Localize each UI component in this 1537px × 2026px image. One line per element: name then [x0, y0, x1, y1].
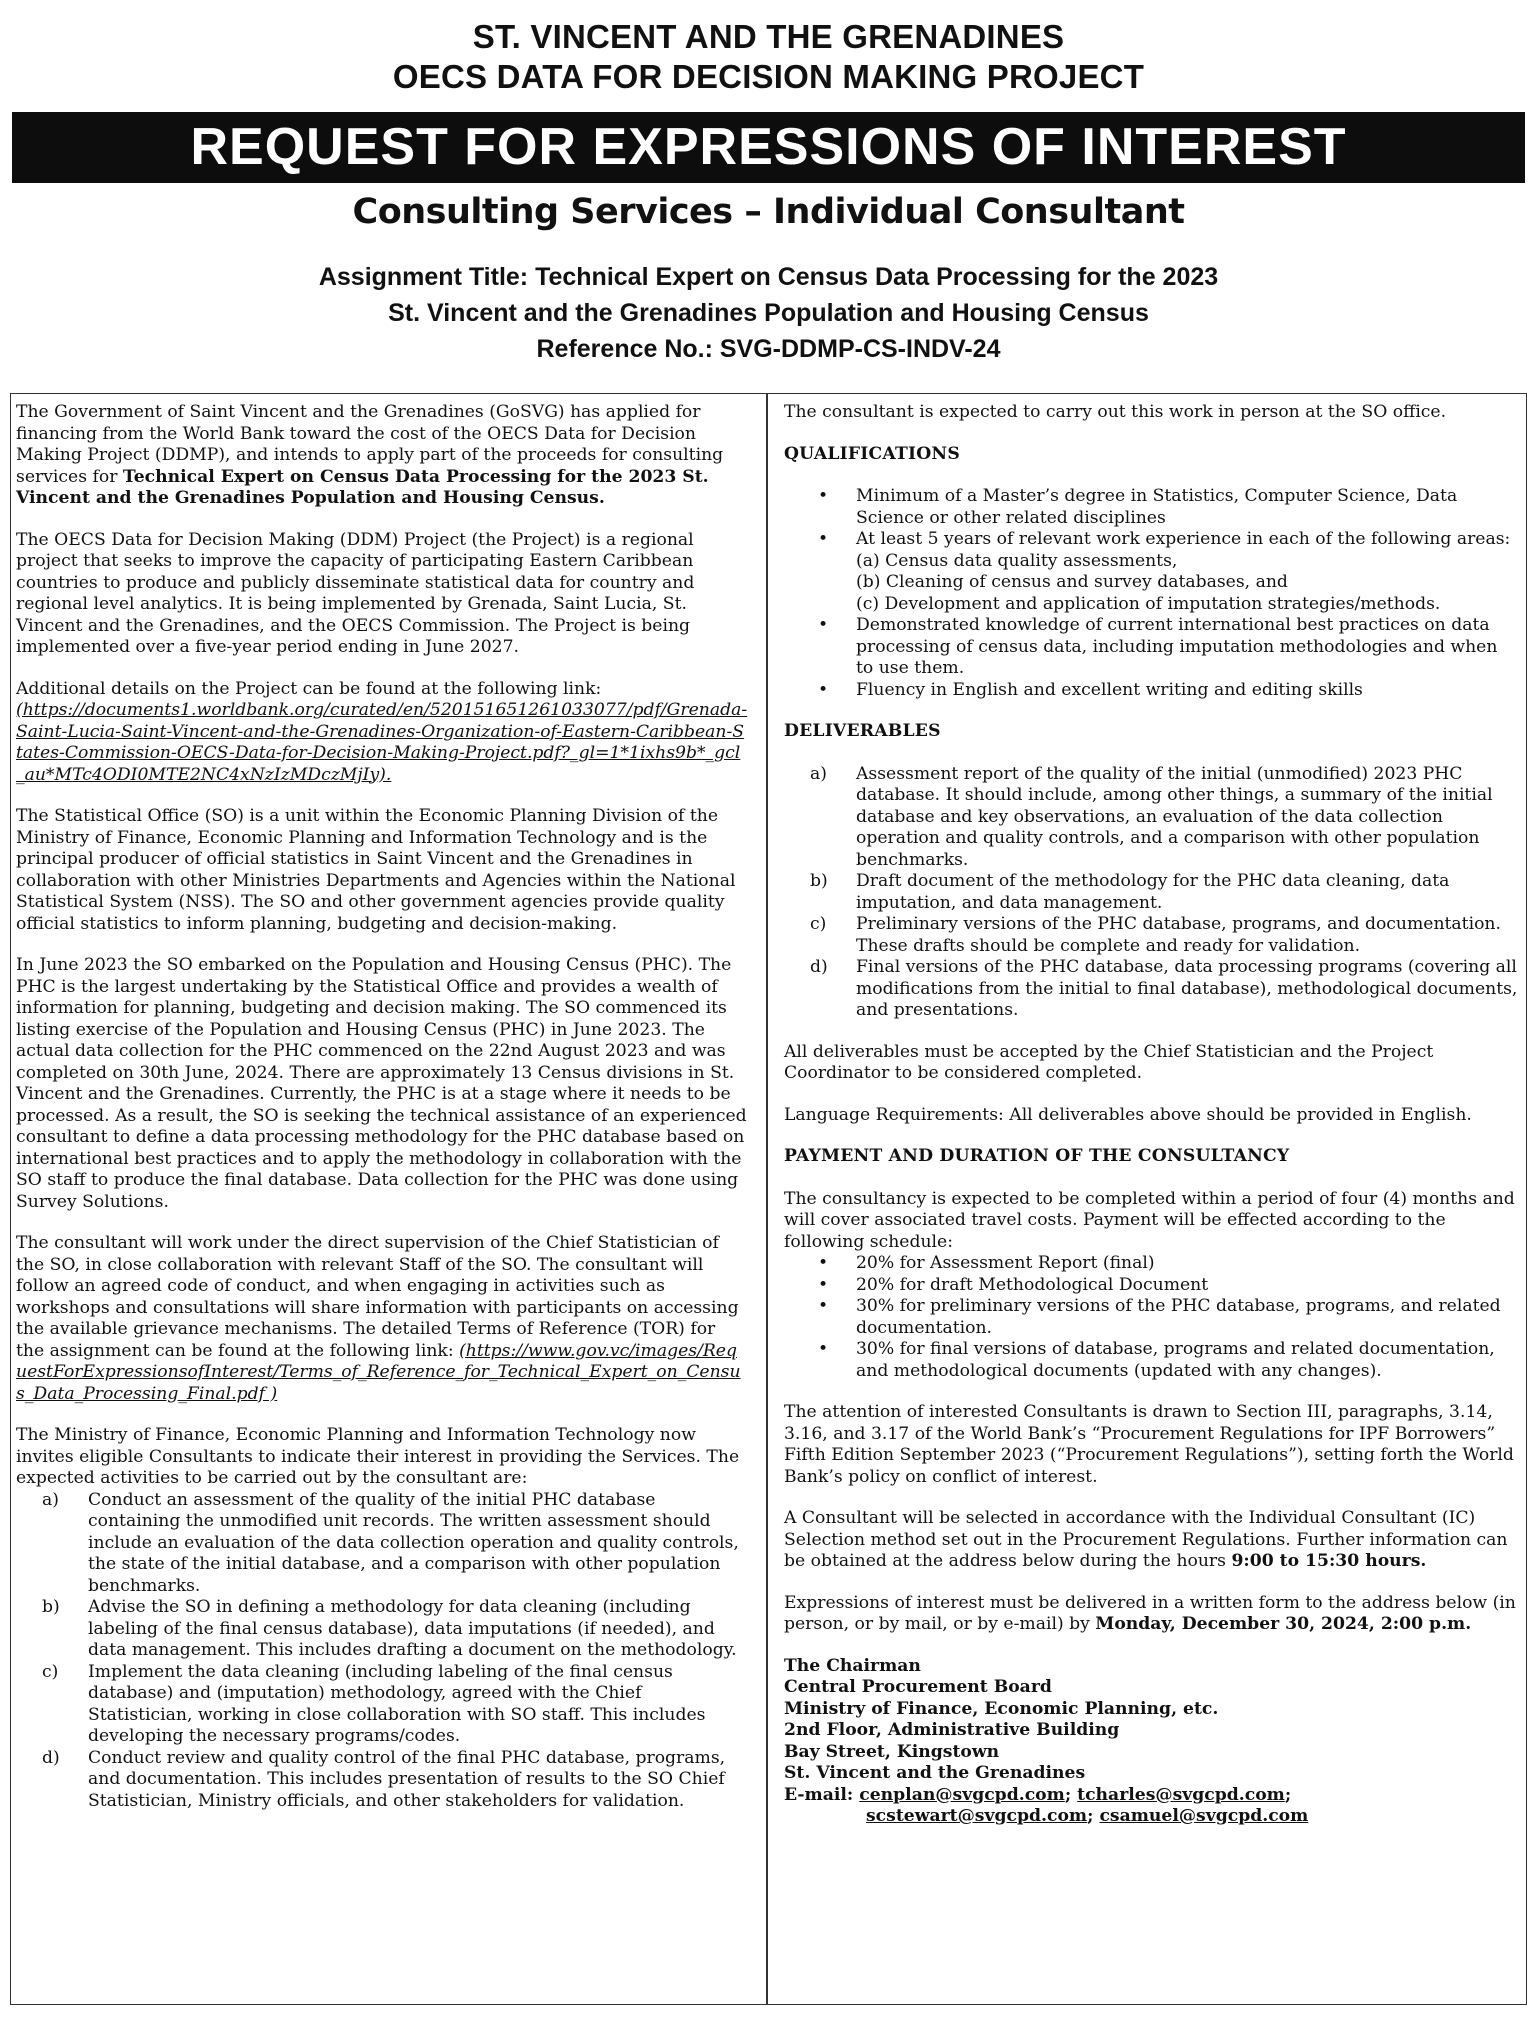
selection-text: A Consultant will be selected in accordance with the Individual Consultant (IC) Selection method set out in the Procurement Regulations. Further information can be obtained at the address below during the hours: [784, 1508, 1508, 1571]
address-block: [784, 1656, 1520, 1828]
email-link[interactable]: csamuel@svgcpd.com: [1099, 1806, 1309, 1826]
list-item: [784, 871, 1520, 914]
list-item-text: Conduct review and quality control of the final PHC database, programs, and documentation. This includes presentation of results to the SO Chief Statistician, Ministry officials, and other stakeholders for validation.: [88, 1747, 726, 1811]
email-link[interactable]: tcharles@svgcpd.com: [1077, 1784, 1285, 1805]
consulting-services-subtitle: Consulting Services – Individual Consultant: [352, 192, 1185, 232]
list-item: [784, 957, 1520, 1022]
bullet-icon: •: [818, 615, 829, 635]
list-item: [16, 1662, 748, 1748]
list-marker: b): [42, 1597, 60, 1617]
column-divider: [766, 393, 768, 2005]
list-item: [784, 764, 1520, 872]
bullet-icon: •: [818, 1274, 829, 1295]
list-item-text: 30% for preliminary versions of the PHC database, programs, and related documentation.: [856, 1296, 1501, 1338]
address-line: Bay Street, Kingstown: [784, 1741, 1000, 1762]
project-document-link[interactable]: (https://documents1.worldbank.org/curated/en/520151651261033077/pdf/Grenada-Saint-Lucia-Saint-Vincent-and-the-Grenadines-Organization-of-Eastern-Caribbean-States-Commission-OECS-Data-for-Decision-Making-Project.pdf?_gl=1*1ixhs9b*_gcl_au*MTc4ODI0MTE2NC4xNzIzMDczMjIy).: [16, 700, 748, 785]
deadline-date: Monday, December 30, 2024, 2:00 p.m.: [1095, 1614, 1472, 1634]
statistical-office-paragraph: The Statistical Office (SO) is a unit within the Economic Planning Division of the Ministry of Finance, Economic Planning and Information Technology and is the principal producer of official statistics in Saint Vincent and the Grenadines in collaboration with other Ministries Departments and Agencies within the National Statistical System (NSS). The SO and other government agencies provide quality official statistics to inform planning, budgeting and decision-making.: [16, 806, 736, 934]
intro-paragraph: [16, 402, 748, 510]
email-line: [784, 1785, 1520, 1807]
bullet-icon: •: [818, 486, 829, 506]
supervision-paragraph: [16, 1233, 748, 1405]
list-item: [784, 914, 1520, 957]
list-item: [784, 529, 1520, 551]
email-link[interactable]: cenplan@svgcpd.com: [859, 1784, 1065, 1805]
reference-number: Reference No.: SVG-DDMP-CS-INDV-24: [536, 335, 1001, 363]
list-marker: c): [42, 1661, 59, 1682]
list-item-text: Advise the SO in defining a methodology for data cleaning (including labeling of the final census database), data imputations (if needed), and data management. This includes drafting a document on the methodology.: [88, 1597, 737, 1660]
details-paragraph: [16, 679, 748, 787]
bullet-icon: •: [818, 1253, 829, 1273]
list-item-text: Implement the data cleaning (including labeling of the final census database) and (imputation) methodology, agreed with the Chief Statistician, working in close collaboration with SO staff. This includes developing the necessary programs/codes.: [88, 1661, 706, 1746]
bullet-icon: •: [818, 1296, 829, 1316]
sub-item: (a) Census data quality assessments,: [856, 550, 1178, 571]
project-heading: OECS DATA FOR DECISION MAKING PROJECT: [392, 58, 1145, 95]
list-marker: d): [42, 1747, 60, 1768]
assignment-title-line1: Assignment Title: Technical Expert on Census Data Processing for the 2023: [318, 263, 1219, 291]
sub-item: (c) Development and application of imputation strategies/methods.: [856, 593, 1441, 614]
address-line: The Chairman: [784, 1655, 921, 1676]
email-separator: ;: [1087, 1806, 1100, 1826]
country-heading: ST. VINCENT AND THE GRENADINES: [472, 18, 1065, 55]
sub-item: (b) Cleaning of census and survey databases, and: [856, 572, 1288, 592]
list-marker: a): [810, 763, 827, 784]
payment-paragraph: The consultancy is expected to be completed within a period of four (4) months and will cover associated travel costs. Payment will be effected according to the following schedule:: [784, 1188, 1515, 1252]
payment-schedule-list: [784, 1253, 1520, 1382]
address-line: Ministry of Finance, Economic Planning, etc.: [784, 1698, 1219, 1719]
list-item-text: Draft document of the methodology for the PHC data cleaning, data imputation, and data management.: [856, 871, 1450, 913]
list-item-text: Final versions of the PHC database, data processing programs (covering all modifications from the initial to final database), methodological documents, and presentations.: [856, 957, 1518, 1020]
work-location-paragraph: The consultant is expected to carry out this work in person at the SO office.: [784, 402, 1447, 422]
tor-link[interactable]: (https://www.gov.vc/images/RequestForExpressionsofInterest/Terms_of_Reference_for_Technical_Expert_on_Census_Data_Processing_Final.pdf ): [16, 1340, 741, 1404]
address-line: St. Vincent and the Grenadines: [784, 1763, 1086, 1783]
rfei-banner: REQUEST FOR EXPRESSIONS OF INTEREST: [12, 112, 1525, 183]
activities-list: [16, 1490, 748, 1813]
qualifications-heading: QUALIFICATIONS: [784, 443, 960, 464]
list-item-text: Minimum of a Master’s degree in Statistics, Computer Science, Data Science or other related disciplines: [856, 486, 1458, 528]
list-marker: b): [810, 871, 828, 891]
deliverables-heading: DELIVERABLES: [784, 721, 941, 741]
project-paragraph: The OECS Data for Decision Making (DDM) Project (the Project) is a regional project that seeks to improve the capacity of participating Eastern Caribbean countries to produce and publicly disseminate statistical data for country and regional level analytics. It is being implemented by Grenada, Saint Lucia, St. Vincent and the Grenadines, and the OECS Commission. The Project is being implemented over a five-year period ending in June 2027.: [16, 529, 695, 657]
list-item: [784, 1253, 1520, 1275]
list-marker: d): [810, 957, 828, 977]
list-item-text: 30% for final versions of database, programs and related documentation, and methodological documents (updated with any changes).: [856, 1339, 1495, 1381]
email-separator: ;: [1284, 1784, 1292, 1805]
right-column: [784, 402, 1520, 1828]
list-item: [784, 1296, 1520, 1339]
list-item-text: At least 5 years of relevant work experience in each of the following areas:: [856, 529, 1511, 549]
bullet-icon: •: [818, 1339, 829, 1359]
email-link[interactable]: scstewart@svgcpd.com: [866, 1806, 1088, 1826]
details-text: Additional details on the Project can be found at the following link:: [16, 678, 602, 699]
list-item: [784, 615, 1520, 680]
selection-method-paragraph: [784, 1508, 1520, 1573]
assignment-title-line2: St. Vincent and the Grenadines Population and Housing Census: [388, 299, 1149, 327]
list-item: [784, 1275, 1520, 1297]
email-separator: ;: [1064, 1784, 1078, 1805]
payment-heading: PAYMENT AND DURATION OF THE CONSULTANCY: [784, 1146, 1290, 1166]
email-line: [784, 1806, 1520, 1828]
bullet-icon: •: [818, 679, 829, 700]
intro-text: The Government of Saint Vincent and the Grenadines (GoSVG) has applied for financing from the World Bank toward the cost of the OECS Data for Decision Making Project (DDMP), and intends to apply part of the proceeds for consulting services for: [16, 402, 724, 487]
email-label: E-mail:: [784, 1784, 860, 1805]
invitation-paragraph: The Ministry of Finance, Economic Planning and Information Technology now invites eligible Consultants to indicate their interest in providing the Services. The expected activities to be carried out by the consultant are:: [16, 1425, 740, 1488]
bullet-icon: •: [818, 529, 829, 549]
supervision-text: The consultant will work under the direct supervision of the Chief Statistician of the SO, in close collaboration with relevant Staff of the SO. The consultant will follow an agreed code of conduct, and when engaging in activities such as workshops and consultations will share information with participants on accessing the available grievance mechanisms. The detailed Terms of Reference (TOR) for the assignment can be found at the following link:: [16, 1233, 739, 1361]
census-paragraph: In June 2023 the SO embarked on the Population and Housing Census (PHC). The PHC is the largest undertaking by the Statistical Office and provides a wealth of information for planning, budgeting and decision making. The SO commenced its listing exercise of the Population and Housing Census (PHC) in June 2023. The actual data collection for the PHC commenced on the 22nd August 2023 and was completed on 30th June, 2024. There are approximately 13 Census divisions in St. Vincent and the Grenadines. Currently, the PHC is at a stage where it needs to be processed. As a result, the SO is seeking the technical assistance of an experienced consultant to define a data processing methodology for the PHC database based on international best practices and to apply the methodology in collaboration with the SO staff to produce the final database. Data collection for the PHC was done using Survey Solutions.: [16, 955, 747, 1212]
deadline-text: Expressions of interest must be delivered in a written form to the address below (in person, or by mail, or by e-mail) by: [784, 1592, 1516, 1634]
language-paragraph: Language Requirements: All deliverables above should be provided in English.: [784, 1104, 1472, 1125]
list-item-text: Preliminary versions of the PHC database, programs, and documentation. These drafts should be complete and ready for validation.: [856, 914, 1501, 956]
list-item: [784, 486, 1520, 529]
acceptance-paragraph: All deliverables must be accepted by the Chief Statistician and the Project Coordinator to be considered completed.: [784, 1041, 1434, 1083]
office-hours: 9:00 to 15:30 hours.: [1231, 1551, 1427, 1571]
list-item-text: 20% for draft Methodological Document: [856, 1274, 1209, 1295]
deliverables-list: [784, 764, 1520, 1022]
deadline-paragraph: [784, 1593, 1520, 1636]
list-item: [16, 1748, 748, 1813]
list-item: [784, 1339, 1520, 1382]
address-line: 2nd Floor, Administrative Building: [784, 1720, 1120, 1740]
qualifications-list: [784, 486, 1520, 701]
list-item: [16, 1490, 748, 1598]
conflict-of-interest-paragraph: The attention of interested Consultants is drawn to Section III, paragraphs, 3.14, 3.16, and 3.17 of the World Bank’s “Procurement Regulations for IPF Borrowers” Fifth Edition September 2023 (“Procurement Regulations”), setting forth the World Bank’s policy on conflict of interest.: [784, 1402, 1514, 1487]
list-item-text: Conduct an assessment of the quality of the initial PHC database containing the unmodified unit records. The written assessment should include an evaluation of the data collection operation and quality controls, the state of the initial database, and a comparison with other population benchmarks.: [88, 1489, 739, 1596]
list-item-text: Demonstrated knowledge of current international best practices on data processing of census data, including imputation methodologies and when to use them.: [856, 615, 1498, 678]
left-column: [16, 402, 748, 1832]
list-item-text: Fluency in English and excellent writing and editing skills: [856, 679, 1363, 700]
list-item: [16, 1597, 748, 1662]
list-item: [784, 680, 1520, 702]
list-marker: c): [810, 914, 827, 934]
list-item-text: Assessment report of the quality of the initial (unmodified) 2023 PHC database. It should include, among other things, a summary of the initial database and key observations, an evaluation of the data collection operation and quality controls, and a comparison with other population benchmarks.: [856, 763, 1493, 870]
list-item-text: 20% for Assessment Report (final): [856, 1253, 1155, 1273]
list-marker: a): [42, 1489, 59, 1510]
intro-bold-text: Technical Expert on Census Data Processing for the 2023 St. Vincent and the Grenadines Population and Housing Census.: [16, 466, 709, 508]
address-line: Central Procurement Board: [784, 1677, 1052, 1697]
